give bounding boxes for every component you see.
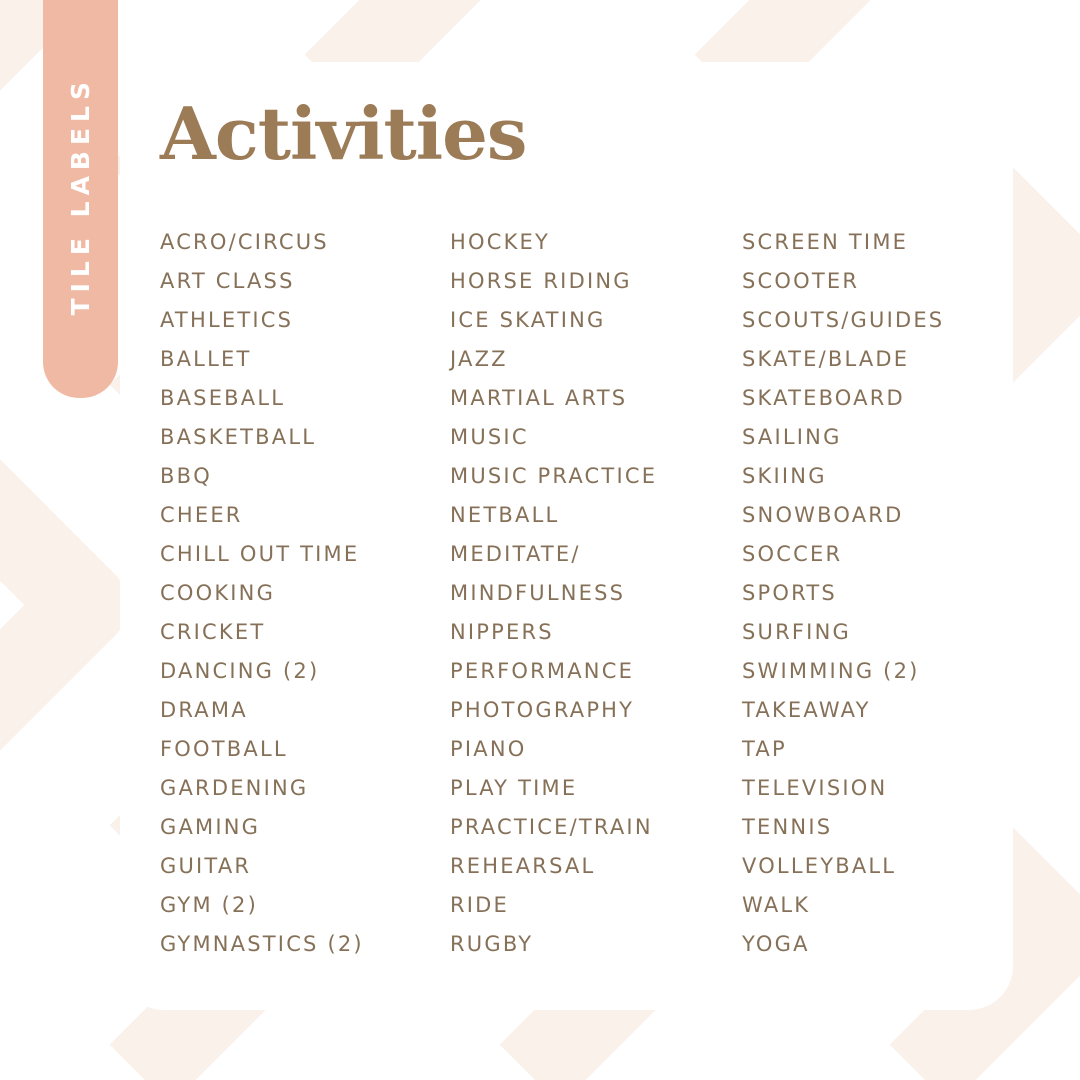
activity-label: PERFORMANCE bbox=[450, 659, 635, 683]
activity-label: SWIMMING (2) bbox=[742, 659, 920, 683]
activity-label: VOLLEYBALL bbox=[742, 854, 897, 878]
activity-label: GAMING bbox=[160, 815, 261, 839]
tile-labels-tab-text: TILE LABELS bbox=[66, 76, 95, 316]
activity-label: MUSIC PRACTICE bbox=[450, 464, 658, 488]
activities-column-2 bbox=[450, 223, 742, 964]
activity-label: BASKETBALL bbox=[160, 425, 317, 449]
activity-label: ICE SKATING bbox=[450, 308, 606, 332]
activity-label: SKIING bbox=[742, 464, 827, 488]
page-title: Activities bbox=[160, 91, 527, 176]
activity-label: SCOOTER bbox=[742, 269, 860, 293]
activity-label: TENNIS bbox=[742, 815, 833, 839]
activity-label: GYMNASTICS (2) bbox=[160, 932, 364, 956]
activities-list bbox=[160, 223, 990, 964]
activity-label: PRACTICE/TRAIN bbox=[450, 815, 653, 839]
activity-label: FOOTBALL bbox=[160, 737, 288, 761]
activity-label: HORSE RIDING bbox=[450, 269, 632, 293]
activity-label: SOCCER bbox=[742, 542, 843, 566]
activity-label: PHOTOGRAPHY bbox=[450, 698, 635, 722]
activities-column-3 bbox=[742, 223, 1032, 964]
activity-label: SAILING bbox=[742, 425, 842, 449]
activity-label: ACRO/CIRCUS bbox=[160, 230, 329, 254]
activity-label: MUSIC bbox=[450, 425, 529, 449]
activity-label: REHEARSAL bbox=[450, 854, 596, 878]
activity-label: DRAMA bbox=[160, 698, 248, 722]
activity-label: BASEBALL bbox=[160, 386, 286, 410]
activity-label: CRICKET bbox=[160, 620, 266, 644]
activity-label: DANCING (2) bbox=[160, 659, 320, 683]
activity-label: SCOUTS/GUIDES bbox=[742, 308, 945, 332]
tile-labels-tab bbox=[43, 0, 118, 398]
activity-label: ATHLETICS bbox=[160, 308, 294, 332]
activity-label: PIANO bbox=[450, 737, 527, 761]
activity-label: SNOWBOARD bbox=[742, 503, 904, 527]
activities-column-1 bbox=[160, 223, 450, 964]
activity-label: MINDFULNESS bbox=[450, 581, 626, 605]
activity-label: TELEVISION bbox=[742, 776, 888, 800]
activity-label: MEDITATE/ bbox=[450, 542, 581, 566]
activity-label: SKATE/BLADE bbox=[742, 347, 910, 371]
activity-label: SPORTS bbox=[742, 581, 837, 605]
activity-label: COOKING bbox=[160, 581, 276, 605]
activity-label: RUGBY bbox=[450, 932, 534, 956]
activity-label: SURFING bbox=[742, 620, 851, 644]
activity-label: GARDENING bbox=[160, 776, 309, 800]
activity-label: PLAY TIME bbox=[450, 776, 578, 800]
activity-label: WALK bbox=[742, 893, 811, 917]
activity-label: YOGA bbox=[742, 932, 810, 956]
activity-label: BBQ bbox=[160, 464, 212, 488]
activity-label: ART CLASS bbox=[160, 269, 295, 293]
activity-label: SKATEBOARD bbox=[742, 386, 905, 410]
activity-label: MARTIAL ARTS bbox=[450, 386, 628, 410]
activity-label: TAKEAWAY bbox=[742, 698, 871, 722]
activity-label: HOCKEY bbox=[450, 230, 551, 254]
activity-label: GYM (2) bbox=[160, 893, 258, 917]
activity-label: CHEER bbox=[160, 503, 243, 527]
activity-label: TAP bbox=[742, 737, 787, 761]
activity-label: BALLET bbox=[160, 347, 252, 371]
activity-label: NIPPERS bbox=[450, 620, 554, 644]
activity-label: RIDE bbox=[450, 893, 510, 917]
activity-label: GUITAR bbox=[160, 854, 252, 878]
activity-label: NETBALL bbox=[450, 503, 560, 527]
activity-label: CHILL OUT TIME bbox=[160, 542, 360, 566]
activity-label: JAZZ bbox=[450, 347, 508, 371]
activity-label: SCREEN TIME bbox=[742, 230, 909, 254]
